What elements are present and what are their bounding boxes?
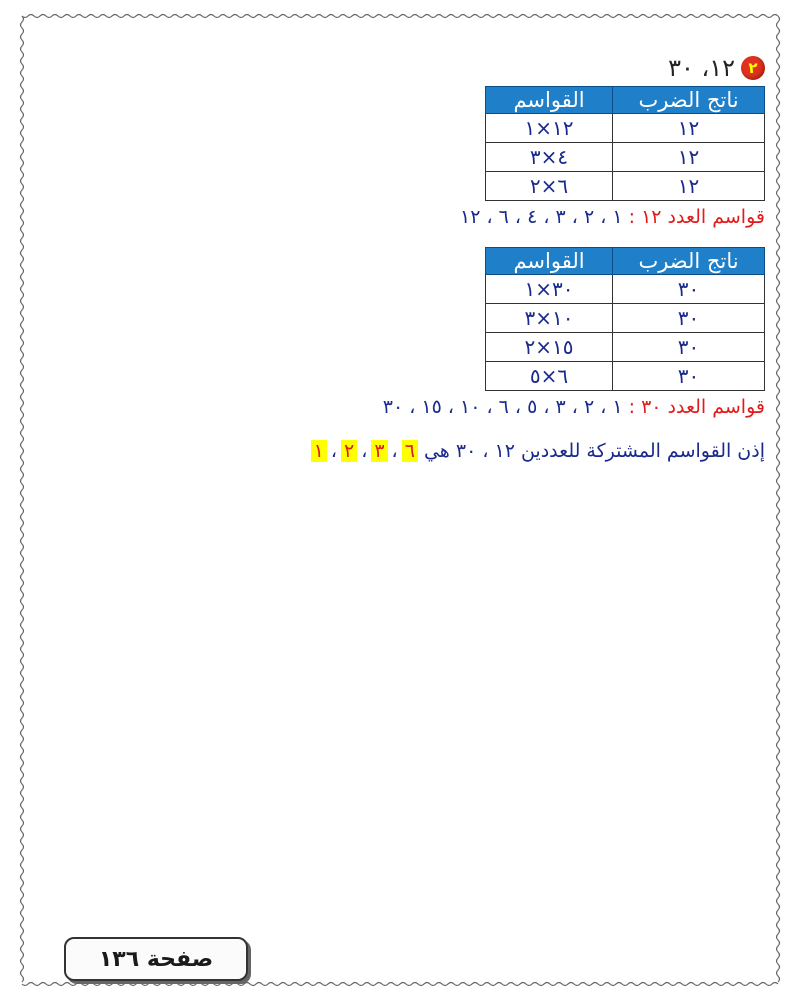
separator: ، xyxy=(330,440,337,462)
factors-table-12 xyxy=(485,86,765,201)
factors-of-12-label: قواسم العدد ١٢ : xyxy=(628,206,765,228)
common-factor: ٦ xyxy=(402,440,418,462)
header-product: ناتج الضرب xyxy=(613,87,765,114)
page-number-label: صفحة ١٣٦ xyxy=(98,946,214,972)
common-factor: ١ xyxy=(311,440,327,462)
page-number-box xyxy=(64,937,248,981)
factors-table-30 xyxy=(485,247,765,391)
factors-cell: ٦×٢ xyxy=(486,172,613,201)
factors-of-30-label: قواسم العدد ٣٠ : xyxy=(628,396,765,418)
factors-cell: ٦×٥ xyxy=(486,362,613,391)
problem-header xyxy=(40,50,765,86)
product-cell: ٣٠ xyxy=(613,304,765,333)
factors-cell: ٣٠×١ xyxy=(486,275,613,304)
product-cell: ٣٠ xyxy=(613,275,765,304)
separator: ، xyxy=(391,440,398,462)
table-row xyxy=(486,362,765,391)
table-row xyxy=(486,143,765,172)
problem-numbers: ١٢، ٣٠ xyxy=(668,54,735,82)
factors-of-30-line xyxy=(40,391,765,423)
product-cell: ١٢ xyxy=(613,143,765,172)
factors-of-12-line xyxy=(40,201,765,233)
factors-of-30-values: ١ ، ٢ ، ٣ ، ٥ ، ٦ ، ١٠ ، ١٥ ، ٣٠ xyxy=(382,396,623,418)
header-factors: القواسم xyxy=(486,248,613,275)
separator: ، xyxy=(361,440,368,462)
product-cell: ٣٠ xyxy=(613,362,765,391)
factors-cell: ١٢×١ xyxy=(486,114,613,143)
worksheet-content xyxy=(40,50,765,471)
product-cell: ٣٠ xyxy=(613,333,765,362)
table-row xyxy=(486,114,765,143)
conclusion-text: إذن القواسم المشتركة للعددين ١٢ ، ٣٠ هي xyxy=(423,440,765,462)
product-cell: ١٢ xyxy=(613,114,765,143)
table-row xyxy=(486,275,765,304)
common-factor: ٣ xyxy=(371,440,387,462)
table-row xyxy=(486,172,765,201)
table-row xyxy=(486,333,765,362)
header-factors: القواسم xyxy=(486,87,613,114)
table-row xyxy=(486,304,765,333)
common-factor: ٢ xyxy=(341,440,357,462)
conclusion-line xyxy=(40,431,765,471)
factors-of-12-values: ١ ، ٢ ، ٣ ، ٤ ، ٦ ، ١٢ xyxy=(460,206,623,228)
factors-cell: ١٥×٢ xyxy=(486,333,613,362)
factors-cell: ٤×٣ xyxy=(486,143,613,172)
problem-number-badge: ٢ xyxy=(741,56,765,80)
product-cell: ١٢ xyxy=(613,172,765,201)
factors-cell: ١٠×٣ xyxy=(486,304,613,333)
header-product: ناتج الضرب xyxy=(613,248,765,275)
